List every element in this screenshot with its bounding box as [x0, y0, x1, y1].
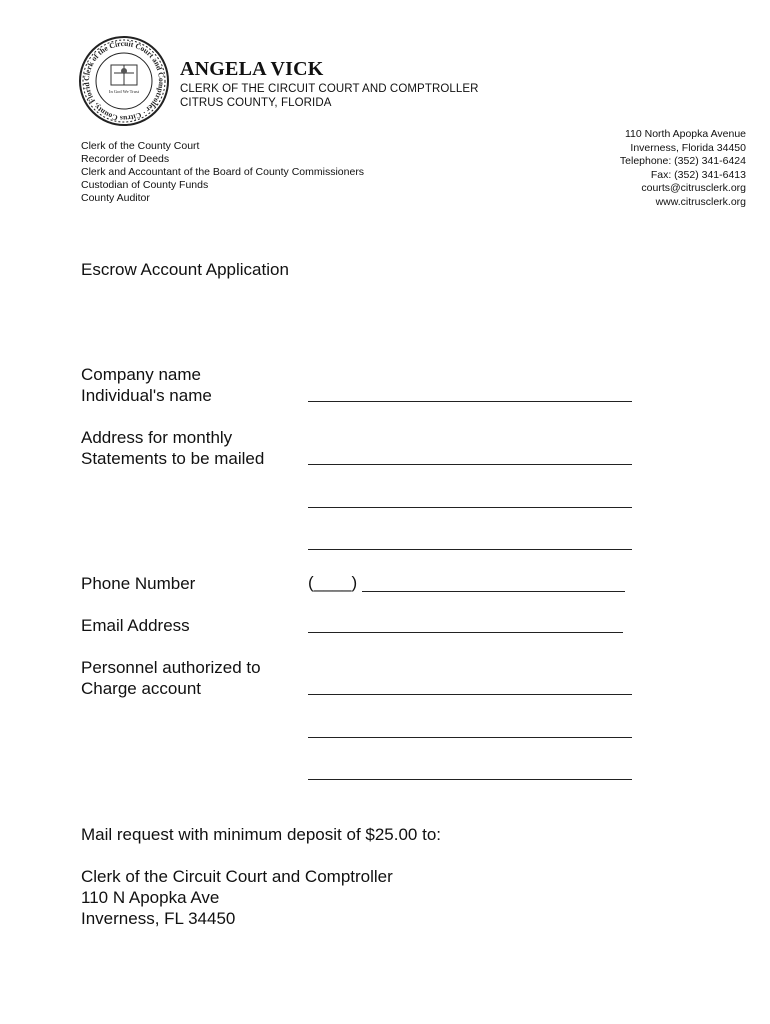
email-input-line[interactable]	[308, 632, 623, 633]
individual-name-label: Individual's name	[81, 386, 212, 405]
address-input-line-3[interactable]	[308, 549, 632, 550]
role-item: Custodian of County Funds	[81, 179, 209, 191]
role-item: Recorder of Deeds	[81, 153, 170, 165]
contact-block	[620, 128, 746, 209]
phone-label: Phone Number	[81, 574, 196, 593]
contact-city: Inverness, Florida 34450	[630, 141, 746, 154]
clerk-name: ANGELA VICK	[180, 58, 324, 80]
contact-email[interactable]: courts@citrusclerk.org	[641, 182, 746, 194]
personnel-input-line-1[interactable]	[308, 694, 632, 695]
form-title: Escrow Account Application	[81, 260, 289, 279]
svg-text:In God We Trust: In God We Trust	[109, 89, 139, 94]
contact-website[interactable]: www.citrusclerk.org	[655, 195, 746, 208]
personnel-label-line1: Personnel authorized to	[81, 658, 261, 677]
personnel-label-line2: Charge account	[81, 679, 202, 698]
phone-area-code-field[interactable]: (____)	[308, 573, 358, 592]
county-name: CITRUS COUNTY, FLORIDA	[180, 97, 332, 109]
contact-address: 110 North Apopka Avenue	[624, 128, 746, 140]
mail-to-line3: Inverness, FL 34450	[81, 909, 236, 928]
phone-input-line[interactable]	[362, 591, 625, 592]
clerk-seal-logo	[78, 35, 170, 127]
personnel-input-line-3[interactable]	[308, 779, 632, 780]
address-label-line2: Statements to be mailed	[81, 449, 265, 468]
name-input-line[interactable]	[308, 401, 632, 402]
role-item: Clerk of the County Court	[81, 140, 200, 152]
address-label-line1: Address for monthly	[81, 428, 233, 447]
role-item: County Auditor	[81, 192, 150, 204]
mail-to-line1: Clerk of the Circuit Court and Comptroller	[81, 867, 393, 886]
address-input-line-1[interactable]	[308, 464, 632, 465]
mail-to-line2: 110 N Apopka Ave	[81, 888, 220, 907]
roles-list	[81, 140, 364, 205]
deposit-note: Mail request with minimum deposit of $25.00 to:	[81, 825, 442, 844]
contact-fax: Fax: (352) 341-6413	[650, 168, 746, 181]
svg-text:Clerk of the Circuit Court and: Clerk of the Circuit Court and Comptroller · Citrus County, Florid	[81, 38, 167, 124]
clerk-title: CLERK OF THE CIRCUIT COURT AND COMPTROLLER	[180, 83, 479, 95]
personnel-input-line-2[interactable]	[308, 737, 632, 738]
email-label: Email Address	[81, 616, 190, 635]
address-input-line-2[interactable]	[308, 507, 632, 508]
role-item: Clerk and Accountant of the Board of County Commissioners	[81, 166, 365, 178]
contact-telephone: Telephone: (352) 341-6424	[619, 155, 746, 167]
company-name-label: Company name	[81, 365, 202, 384]
